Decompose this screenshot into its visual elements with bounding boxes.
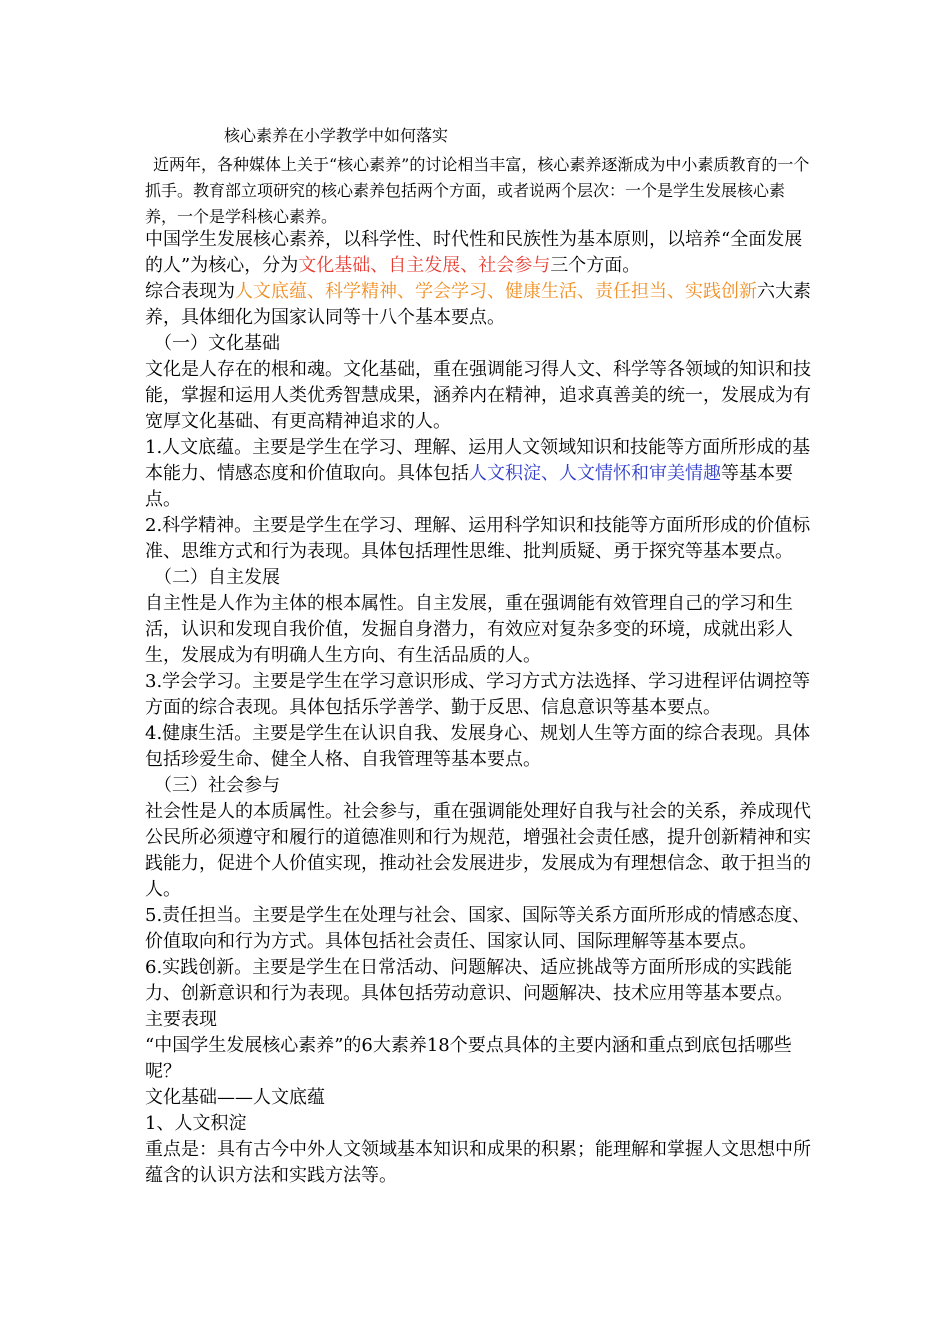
intro-text: 近两年，各种媒体上关于“核心素养”的讨论相当丰富，核心素养逐渐成为中小素质教育的一个抓手。教育部立项研究的核心素养包括两个方面，或者说两个层次：一个是学生发展核心素养，一个是学科核心素养。 bbox=[145, 155, 810, 226]
humanities-highlight: 人文积淀、人文情怀和审美情趣 bbox=[469, 463, 721, 484]
intro-paragraph bbox=[145, 152, 815, 230]
overview-text-end: 三个方面。 bbox=[550, 255, 641, 276]
paragraph-key-points: 重点是：具有古今中外人文领域基本知识和成果的积累；能理解和掌握人文思想中所蕴含的认识方法和实践方法等。 bbox=[145, 1139, 811, 1186]
paragraph-overview bbox=[145, 227, 817, 279]
paragraph-culture: 文化是人存在的根和魂。文化基础，重在强调能习得人文、科学等各领域的知识和技能，掌握和运用人类优秀智慧成果，涵养内在精神，追求真善美的统一，发展成为有宽厚文化基础、有更高精神追求的人。 bbox=[145, 359, 811, 432]
paragraph-question: “中国学生发展核心素养”的6大素养18个要点具体的主要内涵和重点到底包括哪些呢？ bbox=[145, 1035, 792, 1082]
paragraph-social-participation: 社会性是人的本质属性。社会参与，重在强调能处理好自我与社会的关系，养成现代公民所必须遵守和履行的道德准则和行为规范，增强社会责任感，提升创新精神和实践能力，促进个人价值实现，推动社会发展进步，发展成为有理想信念、敢于担当的人。 bbox=[145, 801, 811, 900]
document-title: 核心素养在小学教学中如何落实 bbox=[224, 126, 449, 145]
humanities-text-end: 等基本要点。 bbox=[145, 463, 793, 510]
heading-culture-foundation: （一）文化基础 bbox=[154, 333, 280, 354]
paragraph-science-spirit: 2.科学精神。主要是学生在学习、理解、运用科学知识和技能等方面所形成的价值标准、思维方式和行为表现。具体包括理性思维、批判质疑、勇于探究等基本要点。 bbox=[145, 515, 811, 562]
heading-social-participation: （三）社会参与 bbox=[154, 775, 280, 796]
six-literacies-text-end: 六大素养，具体细化为国家认同等十八个基本要点。 bbox=[145, 281, 811, 328]
six-literacies-text: 综合表现为 bbox=[145, 281, 235, 302]
three-aspects-highlight: 文化基础、自主发展、社会参与 bbox=[298, 255, 551, 276]
heading-humanities-accumulation: 1、人文积淀 bbox=[145, 1113, 247, 1134]
document-body bbox=[145, 227, 817, 1189]
paragraph-practice-innovation: 6.实践创新。主要是学生在日常活动、问题解决、适应挑战等方面所形成的实践能力、创新意识和行为表现。具体包括劳动意识、问题解决、技术应用等基本要点。 bbox=[145, 957, 793, 1004]
heading-main-performance: 主要表现 bbox=[145, 1009, 217, 1030]
paragraph-responsibility: 5.责任担当。主要是学生在处理与社会、国家、国际等关系方面所形成的情感态度、价值取向和行为方式。具体包括社会责任、国家认同、国际理解等基本要点。 bbox=[145, 905, 811, 952]
heading-culture-humanities: 文化基础——人文底蕴 bbox=[145, 1087, 325, 1108]
humanities-text: 1.人文底蕴。主要是学生在学习、理解、运用人文领域知识和技能等方面所形成的基本能力、情感态度和价值取向。具体包括 bbox=[145, 437, 811, 484]
six-literacies-highlight: 人文底蕴、科学精神、学会学习、健康生活、责任担当、实践创新 bbox=[235, 281, 757, 302]
overview-text: 中国学生发展核心素养，以科学性、时代性和民族性为基本原则，以培养“全面发展的人”为核心，分为 bbox=[145, 229, 803, 276]
paragraph-healthy-life: 4.健康生活。主要是学生在认识自我、发展身心、规划人生等方面的综合表现。具体包括珍爱生命、健全人格、自我管理等基本要点。 bbox=[145, 723, 811, 770]
paragraph-humanities bbox=[145, 435, 817, 513]
paragraph-self-development: 自主性是人作为主体的根本属性。自主发展，重在强调能有效管理自己的学习和生活，认识和发现自我价值，发掘自身潜力，有效应对复杂多变的环境，成就出彩人生，发展成为有明确人生方向、有生活品质的人。 bbox=[145, 593, 793, 666]
paragraph-six-literacies bbox=[145, 279, 817, 331]
paragraph-learning: 3.学会学习。主要是学生在学习意识形成、学习方式方法选择、学习进程评估调控等方面的综合表现。具体包括乐学善学、勤于反思、信息意识等基本要点。 bbox=[145, 671, 811, 718]
heading-self-development: （二）自主发展 bbox=[154, 567, 280, 588]
